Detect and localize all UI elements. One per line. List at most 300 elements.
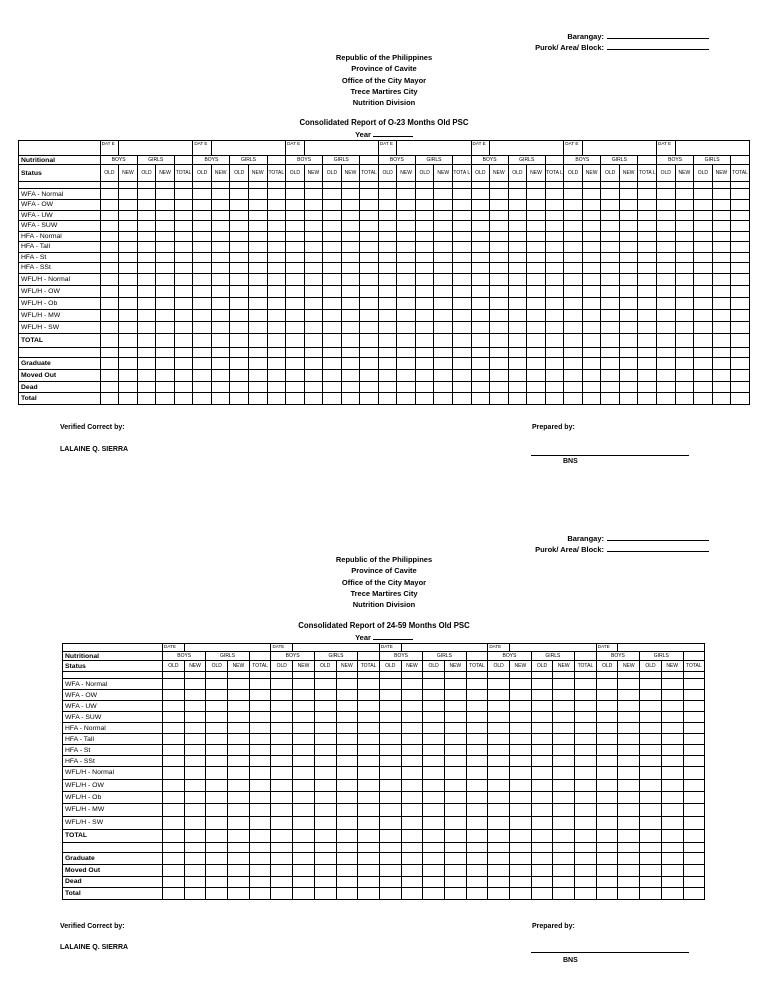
- data-cell[interactable]: [444, 723, 466, 734]
- data-cell[interactable]: [466, 767, 488, 780]
- data-cell[interactable]: [228, 712, 250, 723]
- data-cell[interactable]: [293, 876, 315, 887]
- data-cell[interactable]: [510, 723, 532, 734]
- data-cell[interactable]: [596, 679, 618, 690]
- data-cell[interactable]: [510, 803, 532, 816]
- data-cell[interactable]: [661, 679, 683, 690]
- data-cell[interactable]: [683, 734, 705, 745]
- data-cell[interactable]: [553, 791, 575, 803]
- data-cell[interactable]: [336, 712, 358, 723]
- data-cell[interactable]: [314, 816, 336, 829]
- data-cell[interactable]: [293, 887, 315, 899]
- data-cell[interactable]: [488, 723, 510, 734]
- data-cell[interactable]: [163, 767, 185, 780]
- data-cell[interactable]: [336, 852, 358, 864]
- data-cell[interactable]: [228, 723, 250, 734]
- data-cell[interactable]: [401, 864, 423, 876]
- data-cell[interactable]: [683, 756, 705, 767]
- data-cell[interactable]: [206, 803, 228, 816]
- data-cell[interactable]: [488, 887, 510, 899]
- data-cell[interactable]: [618, 767, 640, 780]
- data-cell[interactable]: [184, 734, 206, 745]
- data-cell[interactable]: [271, 864, 293, 876]
- data-cell[interactable]: [293, 734, 315, 745]
- data-cell[interactable]: [444, 745, 466, 756]
- data-cell[interactable]: [249, 756, 271, 767]
- data-cell[interactable]: [271, 876, 293, 887]
- data-cell[interactable]: [358, 712, 380, 723]
- data-cell[interactable]: [466, 852, 488, 864]
- data-cell[interactable]: [184, 690, 206, 701]
- data-cell[interactable]: [596, 690, 618, 701]
- data-cell[interactable]: [531, 864, 553, 876]
- data-cell[interactable]: [618, 864, 640, 876]
- data-cell[interactable]: [488, 791, 510, 803]
- data-cell[interactable]: [206, 701, 228, 712]
- data-cell[interactable]: [228, 734, 250, 745]
- data-cell[interactable]: [423, 829, 445, 842]
- data-cell[interactable]: [206, 779, 228, 791]
- data-cell[interactable]: [271, 767, 293, 780]
- data-cell[interactable]: [163, 803, 185, 816]
- data-cell[interactable]: [553, 829, 575, 842]
- data-cell[interactable]: [206, 791, 228, 803]
- data-cell[interactable]: [184, 791, 206, 803]
- data-cell[interactable]: [271, 745, 293, 756]
- data-cell[interactable]: [184, 803, 206, 816]
- data-cell[interactable]: [184, 864, 206, 876]
- data-cell[interactable]: [358, 876, 380, 887]
- data-cell[interactable]: [228, 756, 250, 767]
- data-cell[interactable]: [184, 842, 206, 852]
- data-cell[interactable]: [423, 701, 445, 712]
- data-cell[interactable]: [358, 803, 380, 816]
- data-cell[interactable]: [423, 690, 445, 701]
- data-cell[interactable]: [488, 842, 510, 852]
- data-cell[interactable]: [683, 701, 705, 712]
- data-cell[interactable]: [379, 842, 401, 852]
- data-cell[interactable]: [249, 723, 271, 734]
- data-cell[interactable]: [163, 887, 185, 899]
- data-cell[interactable]: [683, 876, 705, 887]
- data-cell[interactable]: [423, 679, 445, 690]
- data-cell[interactable]: [228, 864, 250, 876]
- data-cell[interactable]: [379, 767, 401, 780]
- data-cell[interactable]: [293, 842, 315, 852]
- data-cell[interactable]: [640, 791, 662, 803]
- data-cell[interactable]: [683, 690, 705, 701]
- data-cell[interactable]: [184, 745, 206, 756]
- data-cell[interactable]: [293, 712, 315, 723]
- data-cell[interactable]: [618, 690, 640, 701]
- data-cell[interactable]: [466, 816, 488, 829]
- data-cell[interactable]: [661, 842, 683, 852]
- data-cell[interactable]: [510, 779, 532, 791]
- data-cell[interactable]: [444, 779, 466, 791]
- data-cell[interactable]: [531, 734, 553, 745]
- data-cell[interactable]: [249, 712, 271, 723]
- data-cell[interactable]: [293, 767, 315, 780]
- data-cell[interactable]: [618, 712, 640, 723]
- data-cell[interactable]: [163, 864, 185, 876]
- data-cell[interactable]: [249, 829, 271, 842]
- data-cell[interactable]: [336, 803, 358, 816]
- data-cell[interactable]: [444, 829, 466, 842]
- data-cell[interactable]: [271, 803, 293, 816]
- data-cell[interactable]: [379, 791, 401, 803]
- data-cell[interactable]: [618, 842, 640, 852]
- data-cell[interactable]: [336, 723, 358, 734]
- data-cell[interactable]: [575, 712, 597, 723]
- data-cell[interactable]: [553, 679, 575, 690]
- data-cell[interactable]: [466, 756, 488, 767]
- data-cell[interactable]: [271, 791, 293, 803]
- data-cell[interactable]: [271, 842, 293, 852]
- data-cell[interactable]: [249, 734, 271, 745]
- data-cell[interactable]: [618, 816, 640, 829]
- data-cell[interactable]: [466, 734, 488, 745]
- data-cell[interactable]: [206, 679, 228, 690]
- data-cell[interactable]: [358, 701, 380, 712]
- data-cell[interactable]: [618, 779, 640, 791]
- data-cell[interactable]: [423, 803, 445, 816]
- data-cell[interactable]: [423, 767, 445, 780]
- data-cell[interactable]: [293, 852, 315, 864]
- data-cell[interactable]: [249, 887, 271, 899]
- data-cell[interactable]: [444, 690, 466, 701]
- data-cell[interactable]: [553, 864, 575, 876]
- data-cell[interactable]: [596, 745, 618, 756]
- data-cell[interactable]: [293, 816, 315, 829]
- data-cell[interactable]: [249, 816, 271, 829]
- data-cell[interactable]: [184, 756, 206, 767]
- data-cell[interactable]: [336, 887, 358, 899]
- data-cell[interactable]: [184, 723, 206, 734]
- data-cell[interactable]: [228, 876, 250, 887]
- data-cell[interactable]: [466, 701, 488, 712]
- data-cell[interactable]: [206, 816, 228, 829]
- data-cell[interactable]: [531, 712, 553, 723]
- data-cell[interactable]: [206, 756, 228, 767]
- data-cell[interactable]: [531, 779, 553, 791]
- data-cell[interactable]: [466, 829, 488, 842]
- data-cell[interactable]: [249, 803, 271, 816]
- data-cell[interactable]: [271, 852, 293, 864]
- data-cell[interactable]: [488, 779, 510, 791]
- data-cell[interactable]: [683, 712, 705, 723]
- data-cell[interactable]: [271, 679, 293, 690]
- data-cell[interactable]: [358, 745, 380, 756]
- data-cell[interactable]: [163, 842, 185, 852]
- data-cell[interactable]: [618, 745, 640, 756]
- data-cell[interactable]: [640, 887, 662, 899]
- data-cell[interactable]: [401, 842, 423, 852]
- data-cell[interactable]: [423, 791, 445, 803]
- data-cell[interactable]: [423, 852, 445, 864]
- data-cell[interactable]: [293, 756, 315, 767]
- data-cell[interactable]: [683, 745, 705, 756]
- data-cell[interactable]: [379, 852, 401, 864]
- data-cell[interactable]: [271, 779, 293, 791]
- data-cell[interactable]: [531, 842, 553, 852]
- data-cell[interactable]: [531, 852, 553, 864]
- data-cell[interactable]: [358, 690, 380, 701]
- data-cell[interactable]: [358, 756, 380, 767]
- data-cell[interactable]: [249, 876, 271, 887]
- data-cell[interactable]: [271, 690, 293, 701]
- data-cell[interactable]: [661, 791, 683, 803]
- data-cell[interactable]: [184, 701, 206, 712]
- data-cell[interactable]: [661, 779, 683, 791]
- data-cell[interactable]: [228, 779, 250, 791]
- data-cell[interactable]: [271, 756, 293, 767]
- data-cell[interactable]: [640, 712, 662, 723]
- data-cell[interactable]: [575, 803, 597, 816]
- data-cell[interactable]: [379, 829, 401, 842]
- data-cell[interactable]: [618, 876, 640, 887]
- data-cell[interactable]: [228, 887, 250, 899]
- data-cell[interactable]: [596, 829, 618, 842]
- data-cell[interactable]: [661, 829, 683, 842]
- data-cell[interactable]: [466, 779, 488, 791]
- data-cell[interactable]: [640, 701, 662, 712]
- data-cell[interactable]: [466, 712, 488, 723]
- data-cell[interactable]: [444, 701, 466, 712]
- data-cell[interactable]: [531, 803, 553, 816]
- data-cell[interactable]: [531, 829, 553, 842]
- data-cell[interactable]: [271, 723, 293, 734]
- data-cell[interactable]: [661, 701, 683, 712]
- data-cell[interactable]: [488, 756, 510, 767]
- data-cell[interactable]: [575, 745, 597, 756]
- data-cell[interactable]: [661, 816, 683, 829]
- data-cell[interactable]: [618, 829, 640, 842]
- data-cell[interactable]: [596, 712, 618, 723]
- data-cell[interactable]: [271, 712, 293, 723]
- data-cell[interactable]: [510, 829, 532, 842]
- data-cell[interactable]: [531, 690, 553, 701]
- data-cell[interactable]: [596, 864, 618, 876]
- data-cell[interactable]: [553, 842, 575, 852]
- data-cell[interactable]: [184, 679, 206, 690]
- data-cell[interactable]: [531, 887, 553, 899]
- data-cell[interactable]: [358, 779, 380, 791]
- data-cell[interactable]: [228, 701, 250, 712]
- data-cell[interactable]: [184, 779, 206, 791]
- data-cell[interactable]: [488, 679, 510, 690]
- data-cell[interactable]: [423, 734, 445, 745]
- data-cell[interactable]: [596, 852, 618, 864]
- data-cell[interactable]: [488, 690, 510, 701]
- data-cell[interactable]: [444, 734, 466, 745]
- data-cell[interactable]: [575, 701, 597, 712]
- data-cell[interactable]: [618, 734, 640, 745]
- data-cell[interactable]: [314, 779, 336, 791]
- data-cell[interactable]: [640, 679, 662, 690]
- data-cell[interactable]: [531, 701, 553, 712]
- data-cell[interactable]: [683, 887, 705, 899]
- data-cell[interactable]: [358, 887, 380, 899]
- data-cell[interactable]: [314, 803, 336, 816]
- data-cell[interactable]: [336, 779, 358, 791]
- data-cell[interactable]: [618, 756, 640, 767]
- data-cell[interactable]: [510, 842, 532, 852]
- data-cell[interactable]: [206, 712, 228, 723]
- data-cell[interactable]: [683, 723, 705, 734]
- data-cell[interactable]: [228, 745, 250, 756]
- data-cell[interactable]: [249, 842, 271, 852]
- data-cell[interactable]: [228, 767, 250, 780]
- data-cell[interactable]: [228, 816, 250, 829]
- data-cell[interactable]: [401, 701, 423, 712]
- data-cell[interactable]: [553, 779, 575, 791]
- data-cell[interactable]: [401, 852, 423, 864]
- data-cell[interactable]: [249, 679, 271, 690]
- data-cell[interactable]: [531, 745, 553, 756]
- data-cell[interactable]: [249, 791, 271, 803]
- data-cell[interactable]: [401, 791, 423, 803]
- data-cell[interactable]: [618, 791, 640, 803]
- data-cell[interactable]: [401, 734, 423, 745]
- data-cell[interactable]: [575, 779, 597, 791]
- data-cell[interactable]: [575, 690, 597, 701]
- data-cell[interactable]: [358, 852, 380, 864]
- data-cell[interactable]: [206, 842, 228, 852]
- data-cell[interactable]: [596, 779, 618, 791]
- data-cell[interactable]: [163, 852, 185, 864]
- data-cell[interactable]: [293, 745, 315, 756]
- data-cell[interactable]: [488, 803, 510, 816]
- data-cell[interactable]: [575, 852, 597, 864]
- data-cell[interactable]: [249, 701, 271, 712]
- data-cell[interactable]: [401, 876, 423, 887]
- data-cell[interactable]: [618, 679, 640, 690]
- data-cell[interactable]: [249, 779, 271, 791]
- data-cell[interactable]: [575, 767, 597, 780]
- data-cell[interactable]: [553, 803, 575, 816]
- data-cell[interactable]: [423, 876, 445, 887]
- data-cell[interactable]: [293, 864, 315, 876]
- data-cell[interactable]: [293, 723, 315, 734]
- data-cell[interactable]: [553, 701, 575, 712]
- data-cell[interactable]: [401, 803, 423, 816]
- data-cell[interactable]: [358, 734, 380, 745]
- data-cell[interactable]: [488, 864, 510, 876]
- data-cell[interactable]: [466, 723, 488, 734]
- data-cell[interactable]: [553, 767, 575, 780]
- data-cell[interactable]: [661, 756, 683, 767]
- data-cell[interactable]: [661, 864, 683, 876]
- data-cell[interactable]: [510, 816, 532, 829]
- data-cell[interactable]: [596, 887, 618, 899]
- data-cell[interactable]: [553, 887, 575, 899]
- data-cell[interactable]: [293, 679, 315, 690]
- data-cell[interactable]: [379, 679, 401, 690]
- data-cell[interactable]: [444, 803, 466, 816]
- data-cell[interactable]: [184, 887, 206, 899]
- data-cell[interactable]: [510, 701, 532, 712]
- data-cell[interactable]: [336, 756, 358, 767]
- data-cell[interactable]: [488, 767, 510, 780]
- data-cell[interactable]: [401, 690, 423, 701]
- data-cell[interactable]: [336, 829, 358, 842]
- data-cell[interactable]: [510, 679, 532, 690]
- data-cell[interactable]: [575, 876, 597, 887]
- data-cell[interactable]: [423, 816, 445, 829]
- data-cell[interactable]: [206, 767, 228, 780]
- data-cell[interactable]: [163, 829, 185, 842]
- data-cell[interactable]: [314, 791, 336, 803]
- data-cell[interactable]: [618, 701, 640, 712]
- data-cell[interactable]: [358, 723, 380, 734]
- data-cell[interactable]: [206, 690, 228, 701]
- data-cell[interactable]: [314, 734, 336, 745]
- data-cell[interactable]: [184, 712, 206, 723]
- data-cell[interactable]: [163, 723, 185, 734]
- data-cell[interactable]: [228, 803, 250, 816]
- data-cell[interactable]: [488, 816, 510, 829]
- data-cell[interactable]: [640, 852, 662, 864]
- data-cell[interactable]: [379, 756, 401, 767]
- data-cell[interactable]: [531, 791, 553, 803]
- data-cell[interactable]: [293, 779, 315, 791]
- data-cell[interactable]: [293, 803, 315, 816]
- data-cell[interactable]: [401, 887, 423, 899]
- data-cell[interactable]: [358, 816, 380, 829]
- data-cell[interactable]: [184, 816, 206, 829]
- data-cell[interactable]: [444, 842, 466, 852]
- data-cell[interactable]: [314, 829, 336, 842]
- data-cell[interactable]: [423, 887, 445, 899]
- data-cell[interactable]: [683, 864, 705, 876]
- data-cell[interactable]: [163, 745, 185, 756]
- data-cell[interactable]: [401, 756, 423, 767]
- data-cell[interactable]: [314, 842, 336, 852]
- data-cell[interactable]: [401, 829, 423, 842]
- data-cell[interactable]: [575, 816, 597, 829]
- data-cell[interactable]: [444, 887, 466, 899]
- data-cell[interactable]: [314, 723, 336, 734]
- data-cell[interactable]: [510, 864, 532, 876]
- data-cell[interactable]: [596, 803, 618, 816]
- data-cell[interactable]: [618, 852, 640, 864]
- data-cell[interactable]: [379, 690, 401, 701]
- data-cell[interactable]: [314, 690, 336, 701]
- data-cell[interactable]: [401, 779, 423, 791]
- data-cell[interactable]: [444, 679, 466, 690]
- data-cell[interactable]: [640, 779, 662, 791]
- data-cell[interactable]: [379, 816, 401, 829]
- data-cell[interactable]: [466, 745, 488, 756]
- data-cell[interactable]: [488, 712, 510, 723]
- data-cell[interactable]: [163, 679, 185, 690]
- data-cell[interactable]: [510, 767, 532, 780]
- data-cell[interactable]: [661, 690, 683, 701]
- data-cell[interactable]: [336, 734, 358, 745]
- data-cell[interactable]: [228, 852, 250, 864]
- data-cell[interactable]: [444, 852, 466, 864]
- data-cell[interactable]: [596, 842, 618, 852]
- data-cell[interactable]: [683, 816, 705, 829]
- data-cell[interactable]: [575, 723, 597, 734]
- data-cell[interactable]: [206, 723, 228, 734]
- data-cell[interactable]: [575, 756, 597, 767]
- data-cell[interactable]: [379, 723, 401, 734]
- data-cell[interactable]: [314, 745, 336, 756]
- data-cell[interactable]: [640, 876, 662, 887]
- data-cell[interactable]: [596, 701, 618, 712]
- data-cell[interactable]: [640, 816, 662, 829]
